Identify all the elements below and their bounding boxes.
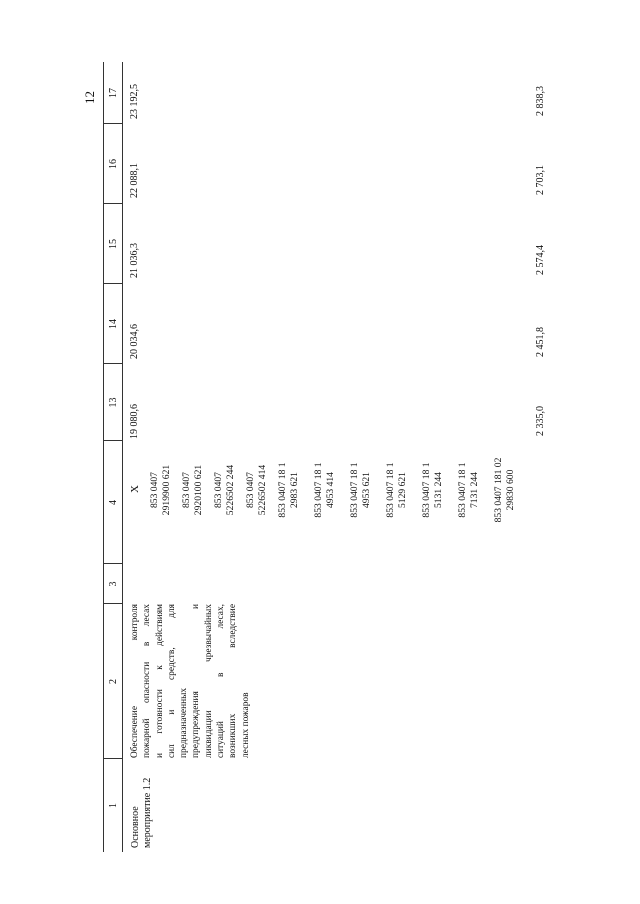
- header-col-3: 3: [108, 581, 119, 587]
- header-col-2: 2: [108, 679, 119, 684]
- total-value-13: 19 080,6: [129, 404, 140, 439]
- code-value-16: 2 703,1: [535, 165, 546, 195]
- description-line: и готовности к действиям: [154, 604, 165, 758]
- budget-code: 853 0407 5226502 414: [245, 464, 268, 516]
- header-col-13: 13: [108, 397, 119, 408]
- budget-code: 853 0407 18 1 2983 621: [277, 462, 300, 518]
- code-value-17: 2 838,3: [535, 86, 546, 116]
- budget-code: 853 0407 18 1 7131 244: [457, 462, 480, 518]
- description-line: пожарной опасности в лесах: [142, 604, 153, 758]
- code-value-14: 2 451,8: [535, 327, 546, 357]
- code-value-13: 2 335,0: [535, 406, 546, 436]
- total-code: Х: [129, 485, 141, 493]
- total-value-15: 21 036,3: [129, 243, 140, 278]
- description-line: лесных пожаров: [240, 692, 251, 758]
- budget-code: 853 0407 181 02 29830 600: [493, 457, 516, 523]
- budget-code: 853 0407 2919900 621: [149, 464, 172, 516]
- header-col-17: 17: [108, 88, 119, 98]
- description-line: предназначенных: [179, 687, 190, 758]
- budget-code: 853 0407 18 1 4953 621: [349, 462, 372, 518]
- header-col-16: 16: [108, 159, 119, 169]
- header-bottom-border: [122, 62, 123, 852]
- total-value-17: 23 192,5: [129, 84, 140, 119]
- activity-name: Основное мероприятие 1.2: [130, 777, 153, 848]
- page-number: 12: [82, 91, 97, 104]
- description-line: ликвидации чрезвычайных: [203, 604, 214, 758]
- budget-code: 853 0407 18 1 5129 621: [385, 462, 408, 518]
- description-line: возникших вследствие: [228, 604, 239, 758]
- activity-description: [129, 604, 252, 758]
- header-col-14: 14: [108, 319, 119, 329]
- header-col-15: 15: [108, 239, 119, 249]
- budget-code: 853 0407 18 1 5131 244: [421, 462, 444, 518]
- description-line: сил и средств, для: [166, 604, 177, 758]
- code-value-15: 2 574,4: [535, 245, 546, 275]
- total-value-14: 20 034,6: [129, 324, 140, 359]
- total-value-16: 22 088,1: [129, 163, 140, 198]
- header-col-4: 4: [108, 500, 119, 505]
- budget-code: 853 0407 18 1 4953 414: [313, 462, 336, 518]
- table-top-border: [103, 62, 104, 852]
- description-line: ситуаций в лесах,: [216, 604, 227, 758]
- budget-code: 853 0407 2920100 621: [181, 464, 204, 516]
- description-line: Обеспечение контроля: [130, 604, 140, 758]
- budget-code: 853 0407 5226502 244: [213, 464, 236, 516]
- description-line: предупреждения и: [191, 604, 202, 758]
- header-col-1: 1: [108, 803, 119, 808]
